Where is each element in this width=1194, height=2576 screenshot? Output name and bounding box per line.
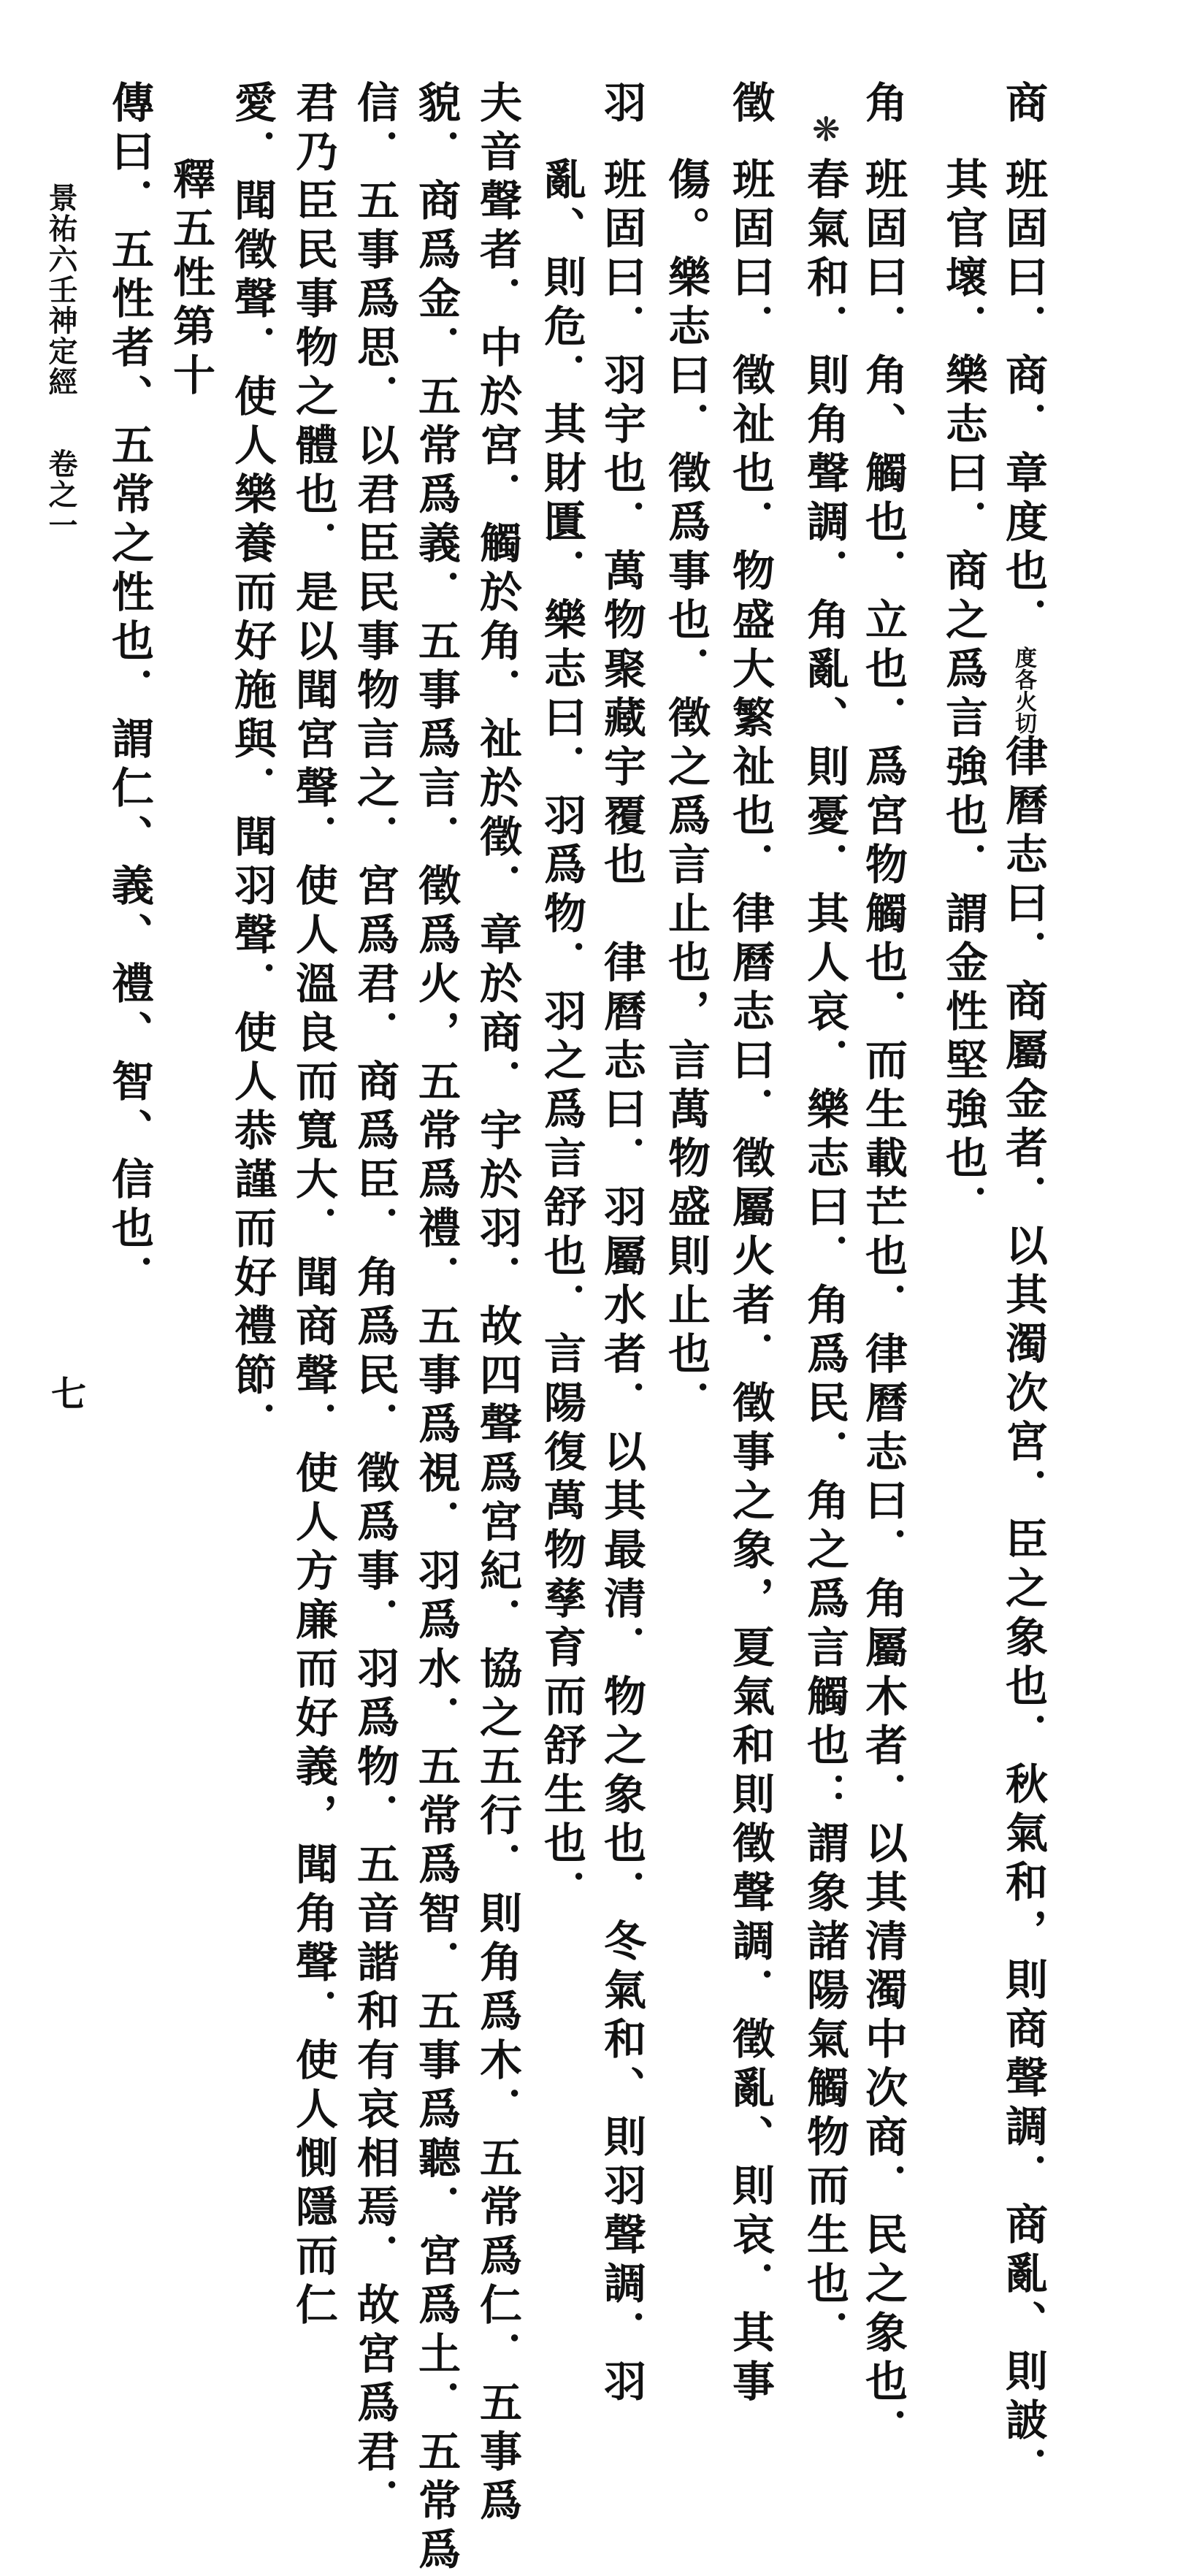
text-column-jue-1: 班固曰．角、觸也．立也．爲宮物觸也．而生載芒也．律曆志曰．角屬木者．以其清濁中次商．民之象也． [858, 157, 908, 2457]
annotation-note: 度各火切 [1011, 646, 1036, 734]
heading-yu: 羽 [597, 80, 646, 129]
text-column-zhi-2: 傷。樂志曰．徵爲事也．徵之爲言止也，言萬物盛則止也． [661, 157, 711, 1429]
text-column-yu-2: 亂、則危．其財匱．樂志曰．羽爲物．羽之爲言舒也．言陽復萬物孳育而舒生也． [537, 157, 586, 1919]
heading-jue: 角 [858, 80, 908, 129]
heading-zhi: 徵 [725, 80, 775, 129]
text-column-para-1: 夫音聲者．中於宮．觸於角．祉於徵．章於商．宇於羽．故四聲爲宮紀．協之五行．則角爲木．五常爲仁．五事爲 [472, 80, 522, 2527]
text-column-para-4: 君乃臣民事物之體也．是以聞宮聲．使人溫良而寬大．聞商聲．使人方廉而好義，聞角聲．使人惻隱而仁 [288, 80, 338, 2331]
text-column-jue-2: 春氣和．則角聲調．角亂、則憂．其人哀．樂志曰．角爲民．角之爲言觸也：謂象諸陽氣觸物而生也． [800, 157, 849, 2359]
section-title: 釋五性第十 [166, 157, 215, 402]
heading-shang: 商 [998, 80, 1048, 129]
text-column-shang-2: 其官壞．樂志曰．商之爲言強也．謂金性堅強也． [938, 157, 988, 1234]
text-shang-1a: 班固曰．商．章度也． [998, 157, 1048, 646]
volume-label: 卷之一 [44, 448, 78, 540]
text-column-para-6: 傳曰．五性者、五常之性也．謂仁、義、禮、智、信也． [104, 80, 154, 1304]
text-column-para-2: 貌．商爲金．五常爲義．五事爲言．徵爲火，五常爲禮．五事爲視．羽爲水．五常爲智．五事爲聽．宮爲土．五常爲 [411, 80, 461, 2576]
text-column-para-5: 愛．聞徵聲．使人樂養而好施與．聞羽聲．使人恭謹而好禮節． [227, 80, 277, 1451]
book-title: 景祐六壬神定經 [44, 183, 78, 397]
text-column-shang-1 [998, 157, 1048, 2496]
text-column-zhi-1: 班固曰．徵祉也．物盛大繁祉也．律曆志曰．徵屬火者．徵事之象，夏氣和則徵聲調．徵亂、則哀．其事 [725, 157, 775, 2408]
page-number: 七 [51, 1374, 87, 1415]
text-column-yu-1: 班固曰．羽宇也．萬物聚藏宇覆也 律曆志曰．羽屬水者．以其最清．物之象也．冬氣和、則羽聲調．羽 [597, 157, 646, 2408]
text-shang-1b: 律曆志曰．商屬金者．以其濁次宮．臣之象也．秋氣和，則商聲調．商亂、則詖． [998, 734, 1048, 2496]
text-column-para-3: 信．五事爲思．以君臣民事物言之．宮爲君．商爲臣．角爲民．徵爲事．羽爲物．五音諧和有哀相焉．故宮爲君． [350, 80, 399, 2527]
running-head [40, 183, 82, 540]
ornament-icon: ❋ [812, 110, 841, 149]
